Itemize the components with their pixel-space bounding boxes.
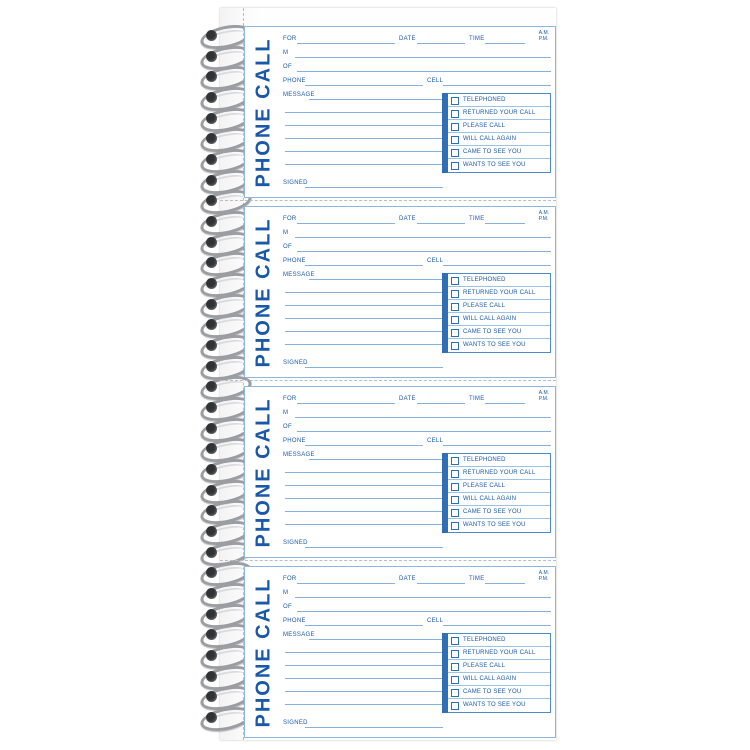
input-time[interactable] xyxy=(485,43,525,44)
checkbox-row[interactable] xyxy=(448,159,550,172)
input-phone[interactable] xyxy=(305,625,423,626)
checkbox-label: CAME TO SEE YOU xyxy=(463,689,522,695)
checkbox[interactable] xyxy=(451,110,459,118)
input-of[interactable] xyxy=(297,251,551,252)
input-time[interactable] xyxy=(485,583,525,584)
input-message-line[interactable] xyxy=(285,485,445,486)
checkbox[interactable] xyxy=(451,650,459,658)
checkbox-row[interactable] xyxy=(448,480,550,493)
input-time[interactable] xyxy=(485,223,525,224)
input-m[interactable] xyxy=(295,597,551,598)
input-message-line[interactable] xyxy=(285,305,445,306)
coil-hole xyxy=(206,30,217,41)
label-pm[interactable]: P.M. xyxy=(538,396,549,402)
checkbox-row[interactable] xyxy=(448,506,550,519)
checkbox-label: CAME TO SEE YOU xyxy=(463,149,522,155)
input-of[interactable] xyxy=(297,71,551,72)
coil-hole xyxy=(206,650,217,661)
input-message-line[interactable] xyxy=(285,665,445,666)
checkbox-row[interactable] xyxy=(448,120,550,133)
label-time: TIME xyxy=(469,396,485,402)
input-signed[interactable] xyxy=(305,367,443,368)
checkbox-label: PLEASE CALL xyxy=(463,303,506,309)
action-checkbox-list[interactable] xyxy=(447,633,551,713)
input-date[interactable] xyxy=(417,583,465,584)
label-am[interactable]: A.M. xyxy=(538,570,549,576)
checkbox-row[interactable] xyxy=(448,647,550,660)
checkbox-row[interactable] xyxy=(448,313,550,326)
checkbox-label: WANTS TO SEE YOU xyxy=(463,342,526,348)
label-m: M xyxy=(283,410,289,416)
form-title xyxy=(247,387,281,557)
checkbox-label: WILL CALL AGAIN xyxy=(463,676,517,682)
checkbox[interactable] xyxy=(451,136,459,144)
label-am[interactable]: A.M. xyxy=(538,30,549,36)
input-message-line[interactable] xyxy=(285,511,445,512)
form-title-text: PHONE CALL xyxy=(252,397,275,547)
checkbox[interactable] xyxy=(451,470,459,478)
form-fields xyxy=(283,211,551,373)
input-cell[interactable] xyxy=(443,445,551,446)
label-pm[interactable]: P.M. xyxy=(538,576,549,582)
input-date[interactable] xyxy=(417,223,465,224)
label-message: MESSAGE xyxy=(283,632,315,638)
checkbox-row[interactable] xyxy=(448,287,550,300)
label-m: M xyxy=(283,230,289,236)
action-checkbox-list[interactable] xyxy=(447,93,551,173)
checkbox[interactable] xyxy=(451,663,459,671)
coil-hole xyxy=(206,175,217,186)
input-message-line[interactable] xyxy=(285,318,445,319)
input-message-line[interactable] xyxy=(285,498,445,499)
checkbox-label: WANTS TO SEE YOU xyxy=(463,162,526,168)
input-phone[interactable] xyxy=(305,85,423,86)
label-message: MESSAGE xyxy=(283,272,315,278)
form-title xyxy=(247,27,281,197)
checkbox-label: WILL CALL AGAIN xyxy=(463,136,517,142)
form-fields xyxy=(283,391,551,553)
label-message: MESSAGE xyxy=(283,452,315,458)
phone-call-form[interactable] xyxy=(244,566,556,738)
input-message-line[interactable] xyxy=(285,151,445,152)
checkbox[interactable] xyxy=(451,457,459,465)
checkbox[interactable] xyxy=(451,509,459,517)
checkbox[interactable] xyxy=(451,637,459,645)
input-for[interactable] xyxy=(297,583,395,584)
checkbox[interactable] xyxy=(451,483,459,491)
input-signed[interactable] xyxy=(305,547,443,548)
coil-hole xyxy=(206,299,217,310)
input-for[interactable] xyxy=(297,223,395,224)
am-pm-group[interactable] xyxy=(539,390,549,402)
checkbox[interactable] xyxy=(451,689,459,697)
coil-hole xyxy=(206,113,217,124)
checkbox-label: RETURNED YOUR CALL xyxy=(463,470,536,476)
input-message-line[interactable] xyxy=(285,691,445,692)
am-pm-group[interactable] xyxy=(539,30,549,42)
form-fields xyxy=(283,31,551,193)
checkbox[interactable] xyxy=(451,342,459,350)
checkbox-row[interactable] xyxy=(448,326,550,339)
input-date[interactable] xyxy=(417,403,465,404)
label-of: OF xyxy=(283,424,292,430)
action-checkbox-list[interactable] xyxy=(447,453,551,533)
checkbox-label: PLEASE CALL xyxy=(463,483,506,489)
label-am[interactable]: A.M. xyxy=(538,390,549,396)
checkbox[interactable] xyxy=(451,329,459,337)
label-for: FOR xyxy=(283,216,297,222)
checkbox-row[interactable] xyxy=(448,467,550,480)
checkbox[interactable] xyxy=(451,123,459,131)
label-of: OF xyxy=(283,604,292,610)
form-title-text: PHONE CALL xyxy=(252,217,275,367)
checkbox[interactable] xyxy=(451,522,459,530)
label-signed: SIGNED xyxy=(283,540,308,546)
coil-hole xyxy=(206,278,217,289)
input-message-line[interactable] xyxy=(285,138,445,139)
input-message-line[interactable] xyxy=(285,331,445,332)
checkbox-label: WANTS TO SEE YOU xyxy=(463,522,526,528)
checkbox[interactable] xyxy=(451,277,459,285)
am-pm-group[interactable] xyxy=(539,570,549,582)
checkbox-label: TELEPHONED xyxy=(463,457,506,463)
label-phone: PHONE xyxy=(283,438,306,444)
form-title-text: PHONE CALL xyxy=(252,37,275,187)
checkbox-row[interactable] xyxy=(448,274,550,287)
checkbox-row[interactable] xyxy=(448,673,550,686)
coil-hole xyxy=(206,402,217,413)
coil-hole xyxy=(206,609,217,620)
label-date: DATE xyxy=(399,576,416,582)
checkbox-label: PLEASE CALL xyxy=(463,123,506,129)
checkbox[interactable] xyxy=(451,676,459,684)
checkbox-row[interactable] xyxy=(448,146,550,159)
checkbox-row[interactable] xyxy=(448,634,550,647)
input-message-line[interactable] xyxy=(309,459,445,460)
label-of: OF xyxy=(283,244,292,250)
input-message-line[interactable] xyxy=(285,164,445,165)
tear-off-perforation xyxy=(220,380,556,381)
input-message-line[interactable] xyxy=(285,704,445,705)
label-time: TIME xyxy=(469,216,485,222)
checkbox-label: TELEPHONED xyxy=(463,637,506,643)
checkbox[interactable] xyxy=(451,702,459,710)
checkbox-row[interactable] xyxy=(448,686,550,699)
coil-hole xyxy=(206,588,217,599)
checkbox-row[interactable] xyxy=(448,300,550,313)
input-message-line[interactable] xyxy=(285,292,445,293)
form-title xyxy=(247,207,281,377)
checkbox-row[interactable] xyxy=(448,519,550,532)
label-m: M xyxy=(283,50,289,56)
checkbox-row[interactable] xyxy=(448,133,550,146)
input-message-line[interactable] xyxy=(285,472,445,473)
checkbox-row[interactable] xyxy=(448,699,550,712)
coil-hole xyxy=(206,485,217,496)
input-m[interactable] xyxy=(295,417,551,418)
input-message-line[interactable] xyxy=(285,344,445,345)
label-time: TIME xyxy=(469,36,485,42)
form-fields xyxy=(283,571,551,733)
checkbox-label: WILL CALL AGAIN xyxy=(463,496,517,502)
label-for: FOR xyxy=(283,576,297,582)
input-signed[interactable] xyxy=(305,187,443,188)
coil-hole xyxy=(206,423,217,434)
checkbox[interactable] xyxy=(451,316,459,324)
input-signed[interactable] xyxy=(305,727,443,728)
input-phone[interactable] xyxy=(305,265,423,266)
label-date: DATE xyxy=(399,396,416,402)
label-cell: CELL xyxy=(427,438,444,444)
checkbox[interactable] xyxy=(451,303,459,311)
label-signed: SIGNED xyxy=(283,180,308,186)
input-phone[interactable] xyxy=(305,445,423,446)
phone-call-form[interactable] xyxy=(244,26,556,198)
input-for[interactable] xyxy=(297,43,395,44)
input-message-line[interactable] xyxy=(285,652,445,653)
coil-hole xyxy=(206,671,217,682)
checkbox-label: CAME TO SEE YOU xyxy=(463,509,522,515)
input-cell[interactable] xyxy=(443,265,551,266)
input-message-line[interactable] xyxy=(285,125,445,126)
label-m: M xyxy=(283,590,289,596)
checkbox[interactable] xyxy=(451,162,459,170)
input-m[interactable] xyxy=(295,237,551,238)
label-pm[interactable]: P.M. xyxy=(538,36,549,42)
label-signed: SIGNED xyxy=(283,720,308,726)
form-title xyxy=(247,567,281,737)
checkbox-row[interactable] xyxy=(448,107,550,120)
coil-hole xyxy=(206,340,217,351)
input-message-line[interactable] xyxy=(285,112,445,113)
input-of[interactable] xyxy=(297,611,551,612)
input-message-line[interactable] xyxy=(285,524,445,525)
input-m[interactable] xyxy=(295,57,551,58)
am-pm-group[interactable] xyxy=(539,210,549,222)
input-time[interactable] xyxy=(485,403,525,404)
checkbox-row[interactable] xyxy=(448,660,550,673)
checkbox-row[interactable] xyxy=(448,339,550,352)
label-of: OF xyxy=(283,64,292,70)
label-message: MESSAGE xyxy=(283,92,315,98)
input-message-line[interactable] xyxy=(309,639,445,640)
checkbox-label: WANTS TO SEE YOU xyxy=(463,702,526,708)
label-am[interactable]: A.M. xyxy=(538,210,549,216)
checkbox-label: WILL CALL AGAIN xyxy=(463,316,517,322)
checkbox[interactable] xyxy=(451,496,459,504)
checkbox-label: RETURNED YOUR CALL xyxy=(463,290,536,296)
checkbox[interactable] xyxy=(451,290,459,298)
input-date[interactable] xyxy=(417,43,465,44)
checkbox-row[interactable] xyxy=(448,493,550,506)
label-cell: CELL xyxy=(427,258,444,264)
label-for: FOR xyxy=(283,36,297,42)
checkbox-row[interactable] xyxy=(448,454,550,467)
tear-off-perforation xyxy=(220,200,556,201)
input-cell[interactable] xyxy=(443,85,551,86)
phone-call-form[interactable] xyxy=(244,386,556,558)
label-signed: SIGNED xyxy=(283,360,308,366)
label-phone: PHONE xyxy=(283,258,306,264)
coil-hole xyxy=(206,361,217,372)
checkbox-label: RETURNED YOUR CALL xyxy=(463,110,536,116)
input-message-line[interactable] xyxy=(309,279,445,280)
coil-hole xyxy=(206,237,217,248)
tear-off-perforation xyxy=(220,560,556,561)
label-date: DATE xyxy=(399,216,416,222)
form-title-text: PHONE CALL xyxy=(252,577,275,727)
input-for[interactable] xyxy=(297,403,395,404)
label-phone: PHONE xyxy=(283,618,306,624)
input-of[interactable] xyxy=(297,431,551,432)
checkbox[interactable] xyxy=(451,149,459,157)
coil-hole xyxy=(206,154,217,165)
checkbox-label: TELEPHONED xyxy=(463,277,506,283)
coil-hole xyxy=(206,464,217,475)
checkbox-label: RETURNED YOUR CALL xyxy=(463,650,536,656)
label-cell: CELL xyxy=(427,618,444,624)
label-date: DATE xyxy=(399,36,416,42)
coil-hole xyxy=(206,526,217,537)
checkbox-label: TELEPHONED xyxy=(463,97,506,103)
checkbox-row[interactable] xyxy=(448,94,550,107)
input-message-line[interactable] xyxy=(285,678,445,679)
checkbox-label: CAME TO SEE YOU xyxy=(463,329,522,335)
label-cell: CELL xyxy=(427,78,444,84)
label-time: TIME xyxy=(469,576,485,582)
label-pm[interactable]: P.M. xyxy=(538,216,549,222)
label-for: FOR xyxy=(283,396,297,402)
phone-call-form[interactable] xyxy=(244,206,556,378)
label-phone: PHONE xyxy=(283,78,306,84)
checkbox[interactable] xyxy=(451,97,459,105)
input-message-line[interactable] xyxy=(309,99,445,100)
spiral-message-book xyxy=(196,8,556,740)
coil-hole xyxy=(206,547,217,558)
coil-hole xyxy=(206,51,217,62)
action-checkbox-list[interactable] xyxy=(447,273,551,353)
input-cell[interactable] xyxy=(443,625,551,626)
coil-hole xyxy=(206,712,217,723)
coil-hole xyxy=(206,92,217,103)
checkbox-label: PLEASE CALL xyxy=(463,663,506,669)
coil-hole xyxy=(206,216,217,227)
